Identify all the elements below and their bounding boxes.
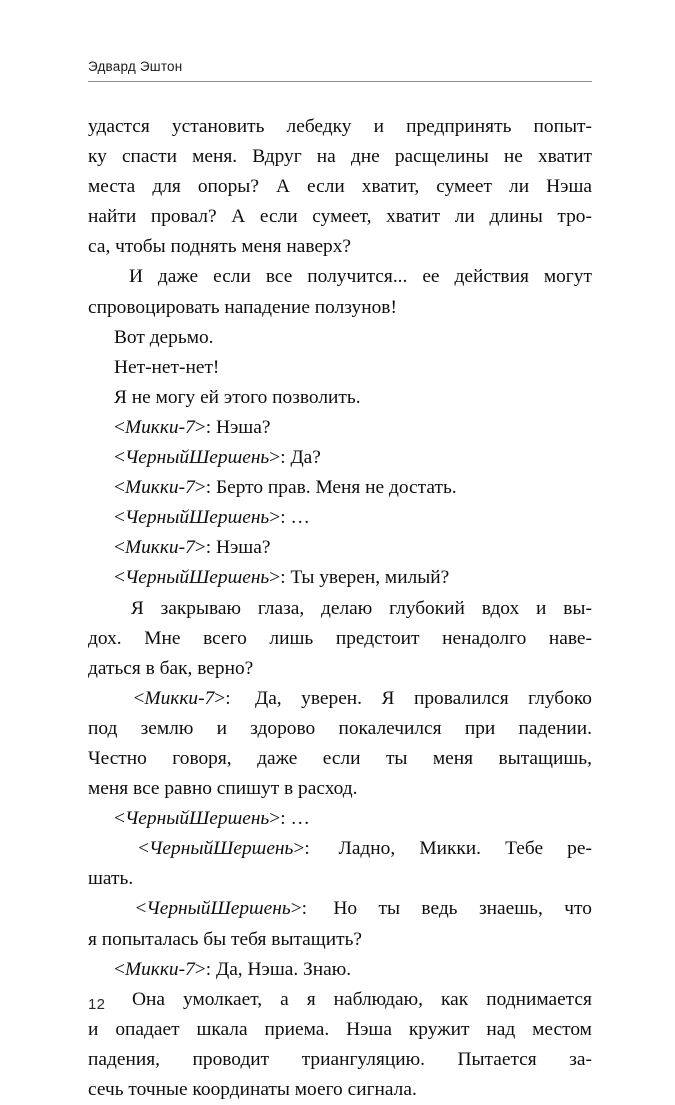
word: провалился — [413, 687, 509, 709]
dialogue-separator: : — [205, 416, 216, 438]
word: ли — [454, 206, 475, 228]
word: не — [503, 146, 523, 168]
dialogue-speaker-name: Микки-7 — [124, 537, 195, 559]
dialogue-speaker-tag — [114, 417, 216, 438]
word: на — [316, 146, 336, 168]
word: Нэша — [346, 1018, 392, 1040]
word: ли — [509, 176, 530, 198]
word: получится... — [307, 266, 408, 288]
word: глубокий — [389, 597, 465, 619]
line-text: Ты уверен, милый? — [290, 567, 450, 589]
dialogue-speaker-name: ЧерныйШершень — [124, 507, 270, 529]
word: опоры? — [197, 176, 259, 198]
word: ку — [88, 146, 107, 168]
line-text: Нэша? — [215, 416, 271, 438]
text-line — [88, 654, 592, 684]
line-text: Нэша? — [215, 537, 271, 559]
word: меня. — [192, 146, 238, 168]
speaker-bracket-close: > — [269, 567, 281, 589]
word: делаю — [321, 597, 373, 619]
dialogue-speaker-tag — [138, 834, 314, 864]
word: Мне — [144, 627, 181, 649]
speaker-bracket-close: > — [214, 687, 226, 709]
text-line — [88, 1015, 592, 1045]
dialogue-paragraph — [88, 503, 592, 533]
word: а — [280, 988, 289, 1010]
word: всего — [203, 627, 247, 649]
word: под — [88, 717, 118, 739]
word: хватит, — [361, 176, 420, 198]
dialogue-paragraph — [88, 955, 592, 985]
first-line-indent — [88, 684, 114, 714]
dialogue-speaker-name: Микки-7 — [144, 687, 215, 709]
narration-paragraph — [88, 594, 592, 684]
text-line — [88, 172, 592, 202]
word: даже — [257, 747, 298, 769]
speaker-bracket-open: < — [114, 416, 125, 438]
text-line — [88, 1045, 592, 1075]
word: местом — [532, 1018, 592, 1040]
word: найти — [88, 206, 137, 228]
word: А — [275, 176, 290, 198]
dialogue-paragraph — [88, 563, 592, 593]
word: говоря, — [172, 747, 232, 769]
word: умолкает, — [183, 988, 263, 1010]
word: шкала — [196, 1018, 248, 1040]
line-text: Да? — [290, 447, 321, 469]
dialogue-paragraph — [88, 804, 592, 834]
word: лебедку — [286, 116, 352, 137]
dialogue-paragraph — [88, 473, 592, 503]
word: ты — [378, 898, 400, 920]
word: места — [88, 176, 136, 198]
line-text: … — [290, 808, 310, 830]
text-line — [88, 985, 592, 1015]
speaker-bracket-open: < — [138, 838, 150, 860]
word: вытащишь, — [498, 747, 592, 769]
word: падении. — [518, 717, 592, 739]
word: если — [307, 176, 345, 198]
speaker-bracket-open: < — [114, 808, 125, 830]
word: все — [265, 266, 293, 288]
speaker-bracket-open: < — [114, 447, 125, 469]
dialogue-separator: : — [280, 447, 291, 469]
first-line-indent — [88, 594, 114, 624]
word: дне — [350, 146, 380, 168]
speaker-bracket-close: > — [290, 898, 302, 920]
word: за- — [569, 1048, 592, 1070]
dialogue-paragraph — [88, 443, 592, 473]
speaker-bracket-close: > — [194, 416, 206, 438]
word: как — [441, 988, 469, 1010]
word: ненадолго — [442, 627, 527, 649]
text-line — [88, 323, 592, 353]
text-line — [88, 503, 592, 533]
text-line — [88, 112, 592, 142]
word: И — [128, 266, 143, 288]
word: глубоко — [528, 687, 592, 709]
word: здорово — [250, 717, 316, 739]
word: наблюдаю, — [333, 988, 423, 1010]
word: глаза, — [257, 597, 305, 619]
line-text: даться в бак, верно? — [88, 657, 254, 679]
line-text: я попыталась бы тебя вытащить? — [88, 928, 363, 950]
word: Я — [130, 597, 144, 619]
line-text: Нет-нет-нет! — [114, 356, 220, 378]
speaker-bracket-close: > — [194, 958, 206, 980]
word: Честно — [88, 747, 147, 769]
word: сумеет, — [312, 206, 372, 228]
running-head — [88, 58, 592, 82]
word: уверен. — [301, 687, 363, 709]
text-line — [88, 864, 592, 894]
speaker-bracket-close: > — [194, 477, 206, 499]
dialogue-paragraph — [88, 533, 592, 563]
speaker-bracket-close: > — [293, 838, 305, 860]
text-line — [88, 925, 592, 955]
text-line — [88, 533, 592, 563]
text-line — [88, 714, 592, 744]
word: длины — [489, 206, 543, 228]
first-line-indent — [88, 894, 114, 924]
word: вдох — [481, 597, 520, 619]
dialogue-paragraph — [88, 894, 592, 954]
dialogue-paragraph — [88, 413, 592, 443]
word: знаешь, — [478, 898, 543, 920]
body-text-block — [88, 112, 592, 1105]
dialogue-speaker-name: ЧерныйШершень — [124, 447, 270, 469]
narration-paragraph — [88, 323, 592, 353]
page-number: 12 — [88, 996, 106, 1013]
text-line — [88, 262, 592, 292]
narration-paragraph — [88, 262, 592, 322]
line-text: Да, Нэша. Знаю. — [215, 958, 352, 980]
dialogue-speaker-tag — [114, 959, 216, 980]
word: покалечился — [338, 717, 442, 739]
word: землю — [140, 717, 194, 739]
text-line — [88, 293, 592, 323]
dialogue-speaker-tag — [114, 507, 290, 528]
word: наве- — [548, 627, 592, 649]
word: ее — [422, 266, 440, 288]
word: поднимается — [486, 988, 592, 1010]
word: и — [88, 1018, 99, 1040]
word: предстоит — [335, 627, 420, 649]
word: для — [152, 176, 181, 198]
word: спасти — [121, 146, 178, 168]
word: установить — [171, 116, 265, 137]
dialogue-speaker-tag — [114, 477, 216, 498]
word: если — [259, 206, 298, 228]
word: Микки. — [419, 838, 482, 860]
speaker-bracket-open: < — [135, 898, 147, 920]
word: хватит — [386, 206, 441, 228]
word: вы- — [563, 597, 592, 619]
narration-paragraph — [88, 112, 592, 262]
dialogue-paragraph — [88, 834, 592, 894]
dialogue-speaker-name: ЧерныйШершень — [124, 567, 270, 589]
text-line — [88, 774, 592, 804]
word: Тебе — [505, 838, 544, 860]
speaker-bracket-open: < — [114, 958, 125, 980]
line-text: са, чтобы поднять меня наверх? — [88, 236, 352, 258]
dialogue-speaker-name: ЧерныйШершень — [146, 898, 291, 920]
word: могут — [543, 266, 592, 288]
word: расщелины — [394, 146, 489, 168]
word: при — [464, 717, 496, 739]
text-line — [88, 563, 592, 593]
dialogue-separator: : — [205, 477, 216, 499]
word: Она — [132, 988, 166, 1010]
dialogue-separator: : — [225, 687, 236, 709]
word: Я — [381, 687, 395, 709]
first-line-indent — [88, 262, 114, 292]
word: если — [322, 747, 361, 769]
word: даже — [157, 266, 199, 288]
word: ведь — [421, 898, 458, 920]
word: падения, — [88, 1048, 160, 1070]
word: и — [216, 717, 227, 739]
line-text: Я не могу ей этого позволить. — [114, 386, 361, 408]
word: приема. — [264, 1018, 330, 1040]
dialogue-separator: : — [280, 507, 291, 529]
line-text: … — [290, 507, 310, 529]
speaker-bracket-close: > — [269, 507, 281, 529]
word: ре- — [567, 838, 592, 860]
line-text: сечь точные координаты моего сигнала. — [88, 1079, 417, 1100]
word: Но — [333, 898, 358, 920]
text-line — [88, 473, 592, 503]
text-line — [88, 383, 592, 413]
speaker-bracket-close: > — [194, 537, 206, 559]
word: триангуляцию. — [301, 1048, 425, 1070]
dialogue-separator: : — [205, 537, 216, 559]
word: если — [213, 266, 251, 288]
word: сумеет — [436, 176, 492, 198]
speaker-bracket-open: < — [114, 507, 125, 529]
dialogue-speaker-name: Микки-7 — [124, 958, 195, 980]
text-line — [88, 624, 592, 654]
word: дох. — [88, 627, 122, 649]
word: закрываю — [160, 597, 241, 619]
dialogue-speaker-tag — [114, 537, 216, 558]
word: Да, — [254, 687, 282, 709]
word: что — [564, 898, 592, 920]
text-line — [88, 744, 592, 774]
dialogue-speaker-name: Микки-7 — [124, 477, 195, 499]
word: ты — [385, 747, 408, 769]
text-line — [88, 834, 592, 864]
line-text: шать. — [88, 868, 134, 890]
narration-paragraph — [88, 353, 592, 383]
speaker-bracket-open: < — [114, 567, 125, 589]
dialogue-speaker-tag — [134, 684, 236, 714]
line-text: Берто прав. Меня не достать. — [215, 477, 457, 499]
narration-paragraph — [88, 985, 592, 1105]
dialogue-speaker-tag — [114, 808, 290, 829]
text-line — [88, 684, 592, 714]
speaker-bracket-open: < — [133, 687, 145, 709]
word: кружит — [408, 1018, 470, 1040]
word: Вдруг — [252, 146, 302, 168]
text-line — [88, 353, 592, 383]
dialogue-separator: : — [280, 808, 291, 830]
narration-paragraph — [88, 383, 592, 413]
speaker-bracket-open: < — [114, 537, 125, 559]
text-line — [88, 443, 592, 473]
word: проводит — [192, 1048, 270, 1070]
text-line — [88, 594, 592, 624]
text-line — [88, 955, 592, 985]
text-line — [88, 202, 592, 232]
text-line — [88, 413, 592, 443]
line-text: спровоцировать нападение ползунов! — [88, 296, 397, 318]
dialogue-speaker-name: Микки-7 — [124, 416, 195, 438]
word: Пытается — [457, 1048, 537, 1070]
word: провал? — [150, 206, 217, 228]
word: тро- — [557, 206, 592, 228]
running-head-author: Эдвард Эштон — [88, 59, 183, 74]
speaker-bracket-open: < — [114, 477, 125, 499]
dialogue-speaker-tag — [114, 567, 290, 588]
dialogue-separator: : — [301, 898, 312, 920]
header-divider-rule — [88, 81, 592, 82]
word: попыт- — [533, 116, 592, 137]
dialogue-speaker-tag — [114, 447, 290, 468]
word: А — [231, 206, 246, 228]
dialogue-speaker-name: ЧерныйШершень — [149, 838, 294, 860]
dialogue-separator: : — [304, 838, 315, 860]
word: хватит — [537, 146, 592, 168]
line-text: Вот дерьмо. — [114, 326, 214, 348]
dialogue-speaker-name: ЧерныйШершень — [124, 808, 270, 830]
dialogue-separator: : — [205, 958, 216, 980]
text-line — [88, 804, 592, 834]
word: я — [306, 988, 316, 1010]
word: Ладно, — [338, 838, 396, 860]
dialogue-speaker-tag — [135, 894, 311, 924]
word: меня — [432, 747, 474, 769]
word: действия — [454, 266, 529, 288]
word: и — [536, 597, 547, 619]
word: удастся — [88, 116, 150, 137]
speaker-bracket-close: > — [269, 808, 281, 830]
first-line-indent — [88, 834, 114, 864]
word: Нэша — [546, 176, 592, 198]
text-line — [88, 894, 592, 924]
word: и — [373, 116, 384, 137]
speaker-bracket-close: > — [269, 447, 281, 469]
text-line — [88, 142, 592, 172]
word: над — [486, 1018, 516, 1040]
dialogue-paragraph — [88, 684, 592, 804]
word: предпринять — [406, 116, 512, 137]
dialogue-separator: : — [280, 567, 291, 589]
line-text: меня все равно спишут в расход. — [88, 778, 358, 800]
text-line — [88, 232, 592, 262]
word: лишь — [269, 627, 314, 649]
word: опадает — [115, 1018, 180, 1040]
